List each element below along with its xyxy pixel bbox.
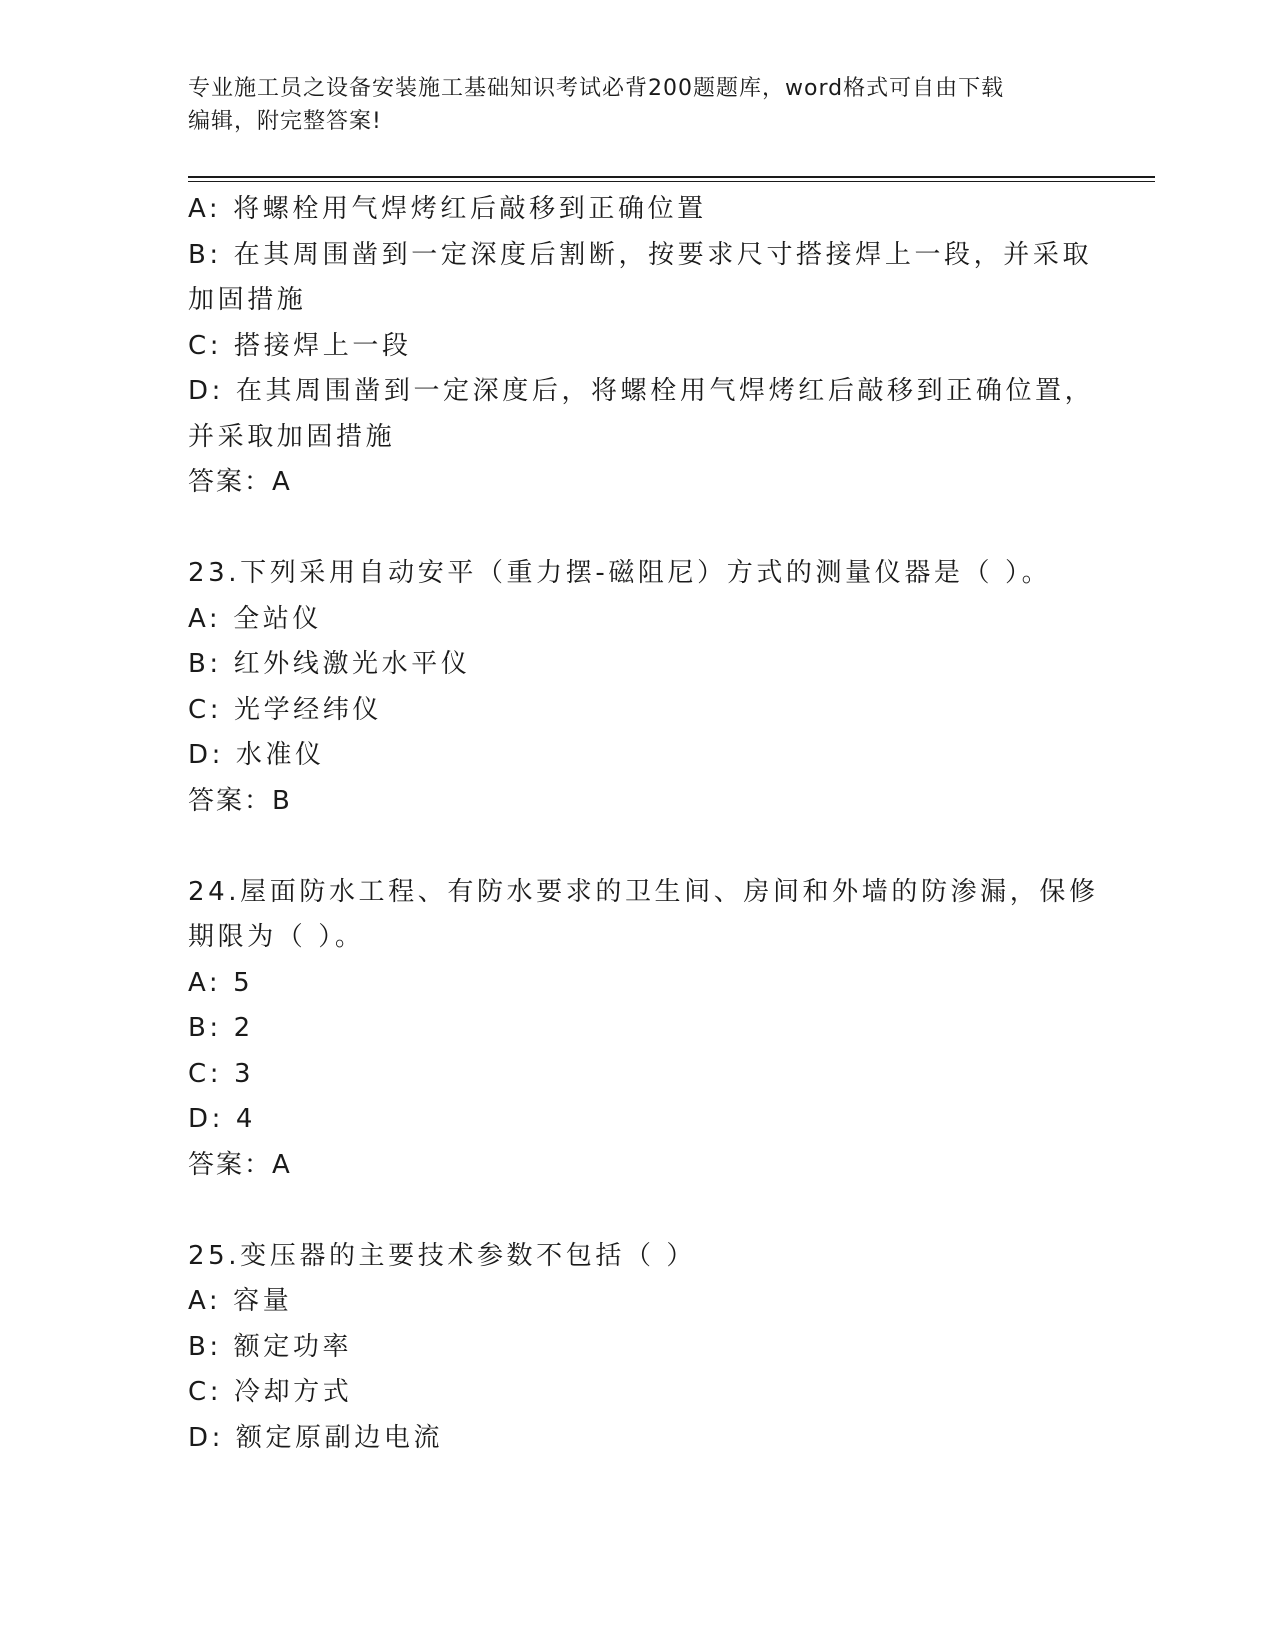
q23-stem: 23.下列采用自动安平（重力摆-磁阻尼）方式的测量仪器是（ ）。 xyxy=(188,558,1052,588)
q24-option-d: D: 4 xyxy=(188,1104,256,1134)
q22-option-d-line-2: 并采取加固措施 xyxy=(188,421,396,452)
q22-option-b-line-2: 加固措施 xyxy=(188,285,307,315)
q22-option-c: C: 搭接焊上一段 xyxy=(188,330,412,361)
q22-option-a: A: 将螺栓用气焊烤红后敲移到正确位置 xyxy=(188,194,707,224)
q24-option-b: B: 2 xyxy=(188,1013,254,1043)
question-24 xyxy=(188,870,1099,1189)
q25-option-c: C: 冷却方式 xyxy=(188,1377,353,1407)
q22-option-d-line-1: D: 在其周围凿到一定深度后，将螺栓用气焊烤红后敲移到正确位置， xyxy=(188,376,1095,406)
q25-option-b: B: 额定功率 xyxy=(188,1331,353,1362)
document-page xyxy=(188,0,1148,1650)
q23-option-d: D: 水准仪 xyxy=(188,740,325,770)
q22-answer: 答案：A xyxy=(188,467,292,497)
question-gap xyxy=(188,506,1088,552)
q25-stem: 25.变压器的主要技术参数不包括（ ） xyxy=(188,1240,697,1271)
question-gap xyxy=(188,1188,1088,1234)
q23-answer: 答案：B xyxy=(188,785,292,816)
header-divider-thick xyxy=(188,176,1155,178)
question-gap xyxy=(188,824,1088,870)
q25-option-a: A: 容量 xyxy=(188,1286,293,1316)
question-22-continued xyxy=(188,187,1095,506)
q24-stem-line-2: 期限为（ ）。 xyxy=(188,922,365,952)
question-list xyxy=(188,187,1099,1461)
q22-option-b-line-1: B: 在其周围凿到一定深度后割断，按要求尺寸搭接焊上一段，并采取 xyxy=(188,239,1093,270)
q24-option-a: A: 5 xyxy=(188,967,254,998)
header-title-line-1: 专业施工员之设备安装施工基础知识考试必背200题题库，word格式可自由下载 xyxy=(188,76,1005,101)
q25-option-d: D: 额定原副边电流 xyxy=(188,1422,444,1453)
q23-option-a: A: 全站仪 xyxy=(188,603,322,634)
question-25 xyxy=(188,1234,1088,1462)
question-23 xyxy=(188,551,1088,824)
q24-answer: 答案：A xyxy=(188,1149,292,1180)
q23-option-b: B: 红外线激光水平仪 xyxy=(188,649,471,679)
q24-stem-line-1: 24.屋面防水工程、有防水要求的卫生间、房间和外墙的防渗漏，保修 xyxy=(188,876,1099,907)
q24-option-c: C: 3 xyxy=(188,1058,255,1089)
q23-option-c: C: 光学经纬仪 xyxy=(188,694,382,725)
document-header xyxy=(188,72,1088,138)
header-title-line-2: 编辑，附完整答案! xyxy=(188,109,382,134)
header-divider-thin xyxy=(188,181,1155,182)
